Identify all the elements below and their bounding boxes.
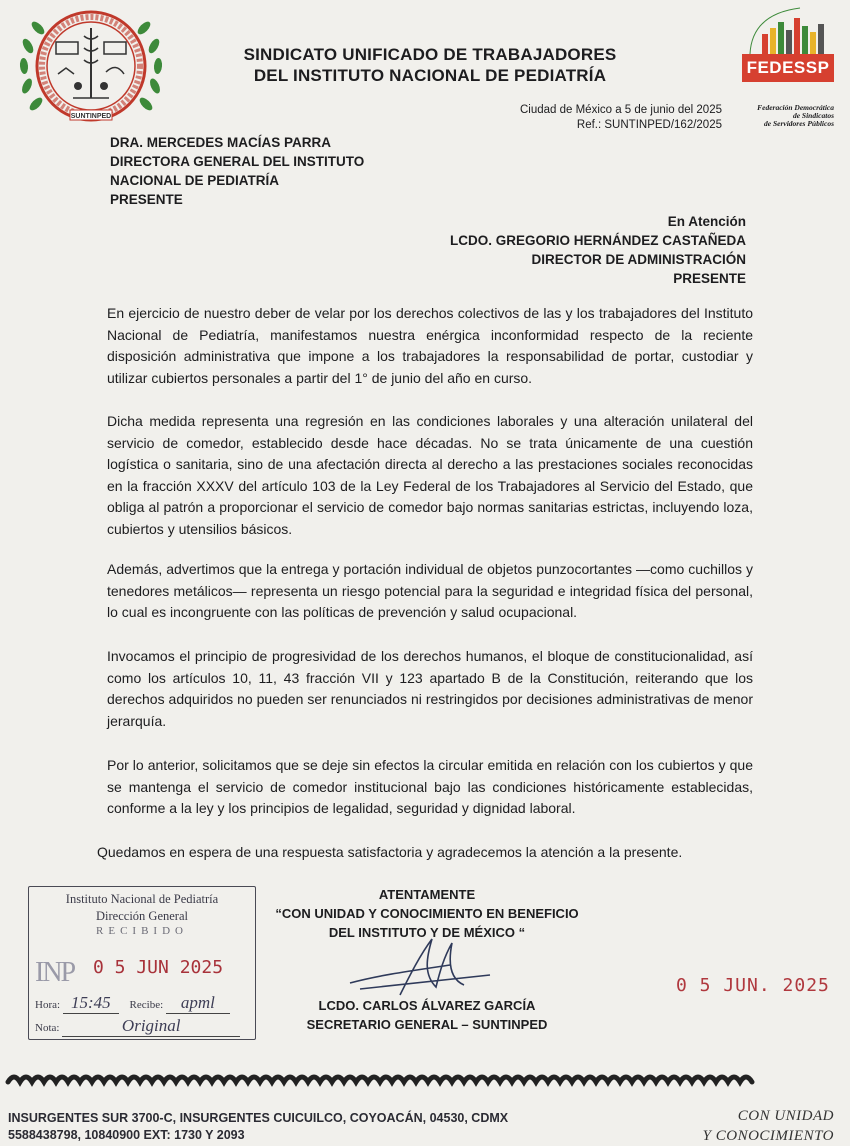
stamp-recibe-value: apml bbox=[166, 993, 230, 1014]
paragraph-3: Además, advertimos que la entrega y portación individual de objetos punzocortantes —como cuchillos y tenedores metálicos— representa un riesgo potencial para la seguridad e integridad física del personal, lo cual es incongruente con las políticas de prevención y salud ocupacional. bbox=[107, 561, 753, 620]
stamp-institution: Instituto Nacional de Pediatría bbox=[65, 892, 219, 906]
stamp-hora-value: 15:45 bbox=[63, 993, 119, 1014]
attention-label: En Atención bbox=[667, 214, 746, 229]
stamp-hora-label: Hora: bbox=[35, 999, 61, 1011]
stamp-nota-row bbox=[35, 1016, 240, 1037]
atentamente: ATENTAMENTE bbox=[378, 887, 476, 902]
attention-name: LCDO. GREGORIO HERNÁNDEZ CASTAÑEDA bbox=[449, 233, 746, 248]
reference-number: Ref.: SUNTINPED/162/2025 bbox=[576, 119, 722, 131]
footer-address bbox=[8, 1110, 508, 1144]
signer-name: LCDO. CARLOS ÁLVAREZ GARCÍA bbox=[318, 998, 536, 1013]
received-stamp bbox=[28, 886, 256, 1040]
stamp-nota-value: Original bbox=[62, 1016, 240, 1037]
federation-name: Federación Democrática de Sindicatos de Servidores Públicos bbox=[757, 103, 834, 128]
date-stamp: 0 5 JUN. 2025 bbox=[676, 975, 830, 996]
suntinped-logo bbox=[18, 6, 164, 128]
paragraph-2: Dicha medida representa una regresión en las condiciones laborales y una alteración unilateral del servicio de comedor, establecido desde hace décadas. No se trata únicamente de una cuestión logística o sanitaria, sino de una afectación directa al derecho a las prestaciones sociales reconocidas en la fracción XXXV del artículo 103 de la Ley Federal de los Trabajadores al Servicio del Estado, que obliga al patrón a proporcionar el servicio de comedor bajo normas sanitarias estrictas, incluyendo loza, cubiertos y utensilios básicos. bbox=[107, 413, 753, 537]
addressee-presente: PRESENTE bbox=[110, 192, 183, 207]
addressee-name: DRA. MERCEDES MACÍAS PARRA bbox=[110, 135, 332, 150]
footer-divider bbox=[0, 1062, 850, 1092]
fedessp-logo bbox=[740, 4, 836, 56]
paragraph-5: Por lo anterior, solicitamos que se deje sin efectos la circular emitida en relación con los cubiertos y que se mantenga el servicio de comedor institucional bajo las condiciones históricamente establecidas, conforme a la ley y los principios de legalidad, seguridad y dignidad laboral. bbox=[107, 757, 753, 816]
addressee-position-cont: NACIONAL DE PEDIATRÍA bbox=[110, 173, 280, 188]
stamp-inp-mark: INP bbox=[35, 957, 75, 988]
attention-position: DIRECTOR DE ADMINISTRACIÓN bbox=[531, 252, 746, 267]
stamp-date: 0 5 JUN 2025 bbox=[93, 957, 224, 978]
place-date: Ciudad de México a 5 de junio del 2025 bbox=[519, 104, 722, 116]
footer-motto: CON UNIDAD Y CONOCIMIENTO bbox=[702, 1108, 834, 1144]
signer-block bbox=[262, 996, 592, 1034]
addressee-block bbox=[110, 133, 364, 209]
title-line1: SINDICATO UNIFICADO DE TRABAJADORES bbox=[243, 45, 617, 64]
stamp-hora-row bbox=[35, 993, 230, 1014]
motto-line2: DEL INSTITUTO Y DE MÉXICO “ bbox=[328, 925, 526, 940]
stamp-received: RECIBIDO bbox=[96, 925, 188, 937]
motto-line1: “CON UNIDAD Y CONOCIMIENTO EN BENEFICIO bbox=[275, 906, 579, 921]
letterhead-title bbox=[220, 44, 640, 86]
footer-address-line1: INSURGENTES SUR 3700-C, INSURGENTES CUICUILCO, COYOACÁN, 04530, CDMX bbox=[8, 1111, 509, 1125]
signature-motto-block bbox=[262, 885, 592, 942]
attention-block bbox=[450, 212, 746, 288]
suntinped-logo-label: SUNTINPED bbox=[70, 113, 112, 120]
fedessp-logo-label: FEDESSP bbox=[742, 54, 834, 82]
footer-address-line2: 5588438798, 10840900 EXT: 1730 Y 2093 bbox=[8, 1128, 245, 1142]
stamp-nota-label: Nota: bbox=[35, 1022, 60, 1034]
title-line2: DEL INSTITUTO NACIONAL DE PEDIATRÍA bbox=[253, 66, 607, 85]
place-date-block bbox=[520, 103, 722, 133]
attention-presente: PRESENTE bbox=[673, 271, 746, 286]
addressee-position: DIRECTORA GENERAL DEL INSTITUTO bbox=[110, 154, 365, 169]
stamp-recibe-label: Recibe: bbox=[129, 999, 164, 1011]
signer-position: SECRETARIO GENERAL – SUNTINPED bbox=[306, 1017, 548, 1032]
closing-line: Quedamos en espera de una respuesta satisfactoria y agradecemos la atención a la presente. bbox=[97, 844, 683, 860]
handwritten-signature bbox=[340, 935, 510, 1005]
paragraph-1: En ejercicio de nuestro deber de velar por los derechos colectivos de las y los trabajadores del Instituto Nacional de Pediatría, manifestamos nuestra enérgica inconformidad respecto de la reciente disposición administrativa que impone a los trabajadores la responsabilidad de portar, custodiar y utilizar cubiertos personales a partir del 1° de junio del año en curso. bbox=[107, 305, 753, 386]
stamp-department: Dirección General bbox=[96, 909, 188, 923]
paragraph-4: Invocamos el principio de progresividad de los derechos humanos, el bloque de constitucionalidad, así como los artículos 10, 11, 43 fracción VII y 123 apartado B de la Constitución, reiterando que los derechos adquiridos no pueden ser renunciados ni restringidos por decisiones administrativas de menor jerarquía. bbox=[107, 648, 753, 729]
